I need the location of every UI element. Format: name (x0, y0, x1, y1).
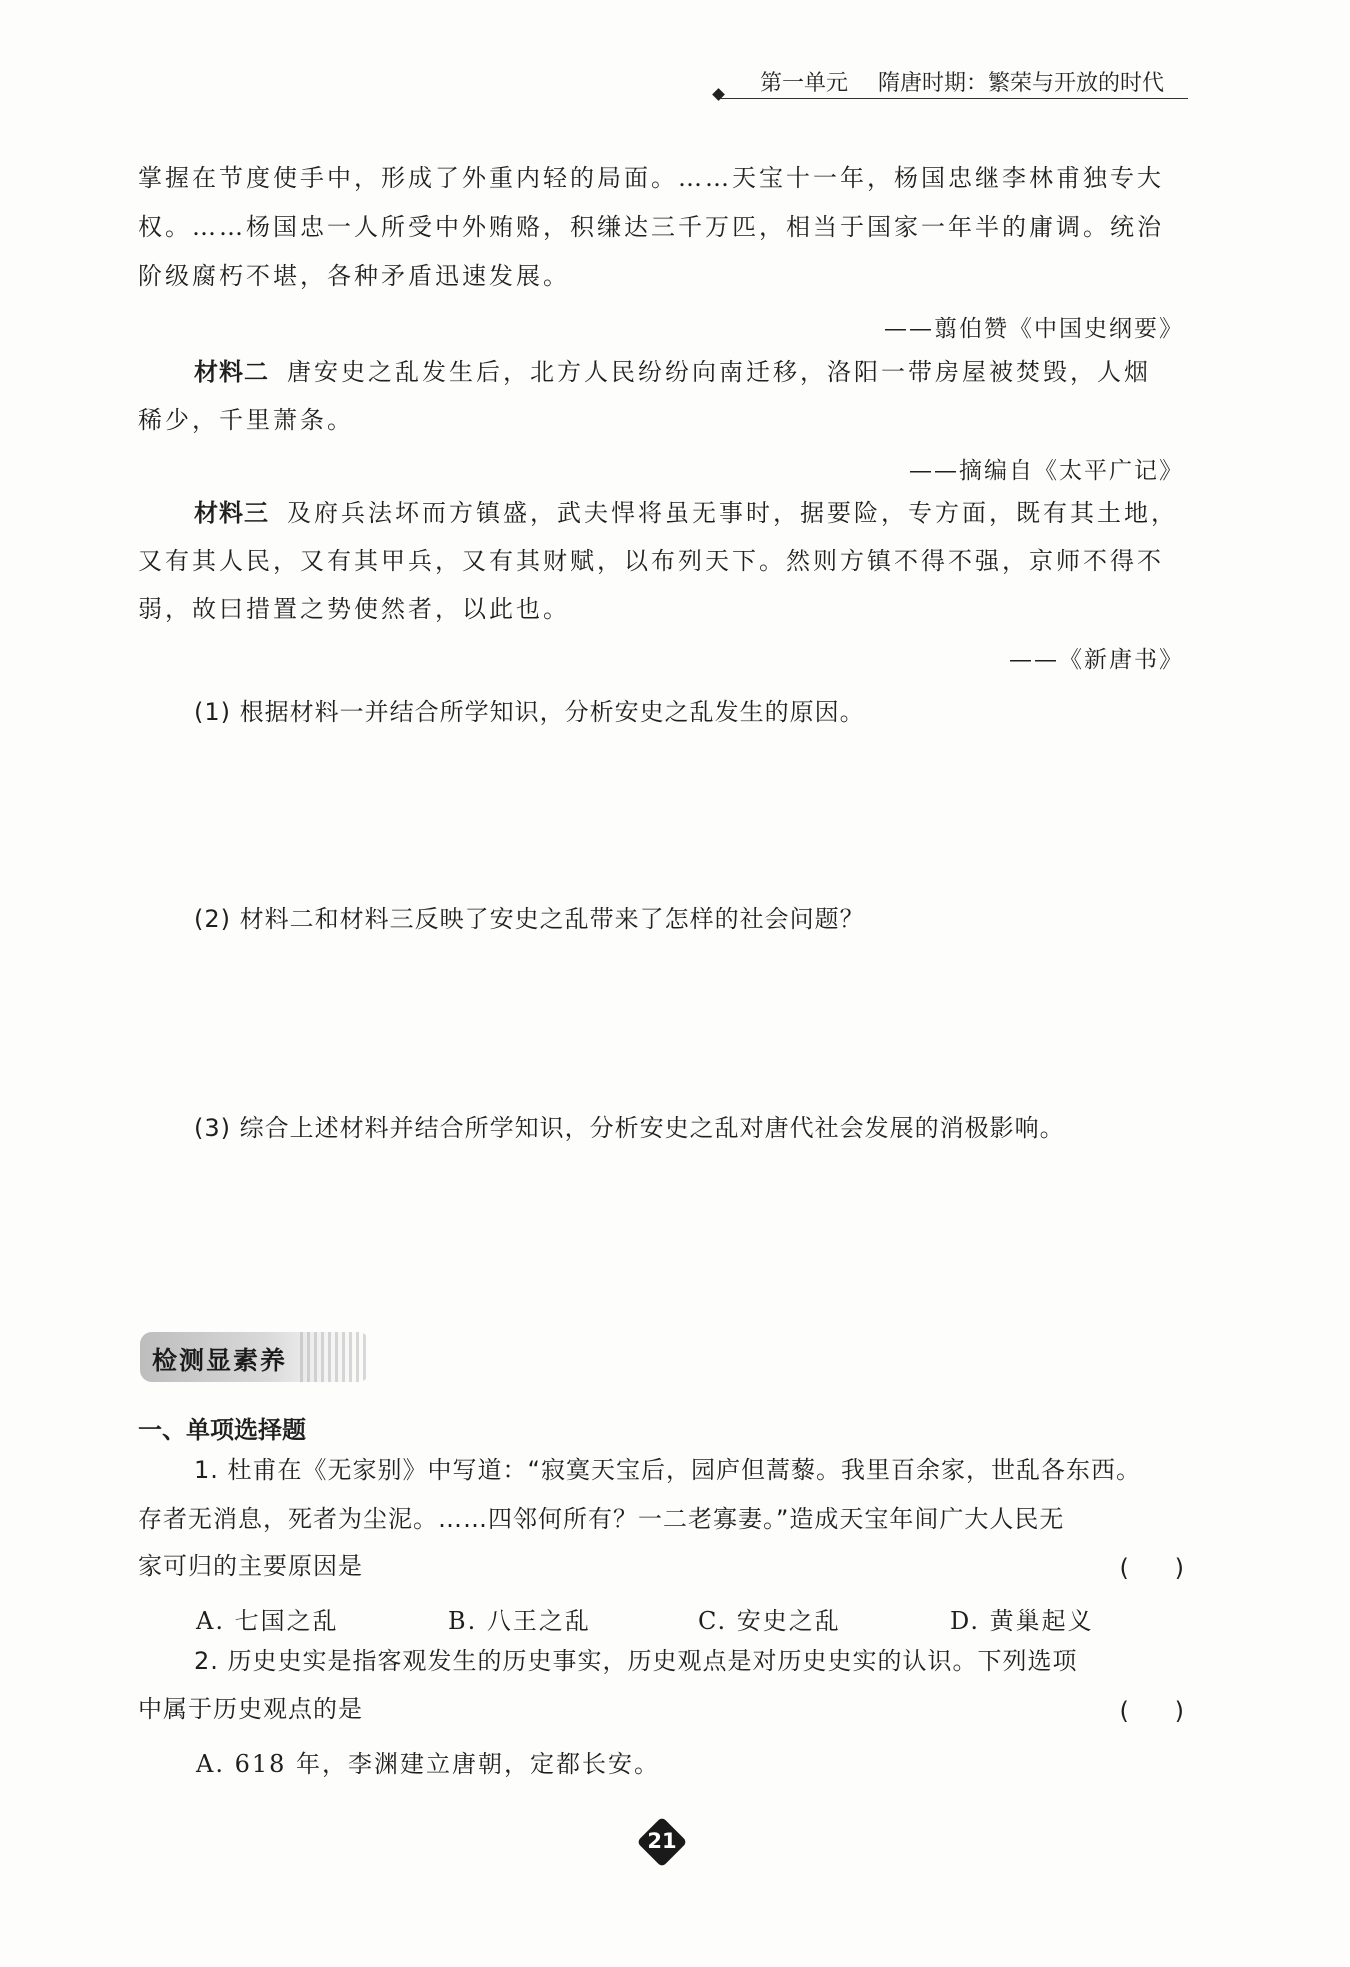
item2-line-1: 2. 历史史实是指客观发生的历史事实，历史观点是对历史史实的认识。下列选项 (194, 1647, 1078, 1675)
material3-text: 及府兵法坏而方镇盛，武夫悍将虽无事时，据要险，专方面，既有其土地， (287, 499, 1178, 527)
item1-answer-blank[interactable]: ( ) (1119, 1554, 1184, 1582)
material1-line-2: 权。……杨国忠一人所受中外贿赂，积缣达三千万匹，相当于国家一年半的庸调。统治 (138, 213, 1164, 241)
item2-answer-blank[interactable]: ( ) (1119, 1697, 1184, 1725)
item1-option-c: C. 安史之乱 (698, 1607, 841, 1635)
material2-text: 唐安史之乱发生后，北方人民纷纷向南迁移，洛阳一带房屋被焚毁，人烟 (287, 358, 1151, 386)
banner-stripes (300, 1332, 370, 1382)
item2-line-2: 中属于历史观点的是 (138, 1695, 363, 1723)
item1-option-b: B. 八王之乱 (448, 1607, 591, 1635)
material1-source: ——翦伯赞《中国史纲要》 (884, 316, 1184, 342)
item1-option-d: D. 黄巢起义 (950, 1607, 1094, 1635)
material3-label: 材料三 (194, 499, 269, 527)
material3-line-2: 又有其人民，又有其甲兵，又有其财赋，以布列天下。然则方镇不得不强，京师不得不 (138, 547, 1164, 575)
section-banner (140, 1332, 370, 1382)
question-3: (3) 综合上述材料并结合所学知识，分析安史之乱对唐代社会发展的消极影响。 (194, 1114, 1065, 1142)
material2-line-1 (194, 360, 1184, 384)
item1-line-2: 存者无消息，死者为尘泥。……四邻何所有？一二老寡妻。”造成天宝年间广大人民无 (138, 1505, 1065, 1533)
question-2: (2) 材料二和材料三反映了安史之乱带来了怎样的社会问题？ (194, 905, 865, 933)
page-number: 21 (647, 1829, 677, 1853)
material1-line-3: 阶级腐朽不堪，各种矛盾迅速发展。 (138, 262, 570, 290)
item1-line-3: 家可归的主要原因是 (138, 1552, 363, 1580)
material3-line-3: 弱，故曰措置之势使然者，以此也。 (138, 595, 570, 623)
running-header (700, 64, 1188, 104)
question-1: (1) 根据材料一并结合所学知识，分析安史之乱发生的原因。 (194, 698, 865, 726)
section-banner-label: 检测显素养 (152, 1346, 288, 1375)
material2-label: 材料二 (194, 358, 269, 386)
section-title: 一、单项选择题 (138, 1416, 306, 1444)
material1-line-1: 掌握在节度使手中，形成了外重内轻的局面。……天宝十一年，杨国忠继李林甫独专大 (138, 164, 1164, 192)
item1-line-1: 1. 杜甫在《无家别》中写道：“寂寞天宝后，园庐但蒿藜。我里百余家，世乱各东西。 (194, 1456, 1141, 1484)
material2-line-2: 稀少，千里萧条。 (138, 406, 354, 434)
page-number-badge (642, 1822, 682, 1862)
item1-option-a: A. 七国之乱 (196, 1607, 339, 1635)
header-chapter: 隋唐时期：繁荣与开放的时代 (878, 71, 1165, 96)
material3-source: ——《新唐书》 (1009, 647, 1184, 673)
header-unit: 第一单元 (760, 71, 849, 96)
material3-line-1 (194, 501, 1184, 525)
header-rule (720, 98, 1188, 99)
item2-option-a: A. 618 年，李渊建立唐朝，定都长安。 (196, 1750, 661, 1778)
material2-source: ——摘编自《太平广记》 (909, 458, 1184, 484)
